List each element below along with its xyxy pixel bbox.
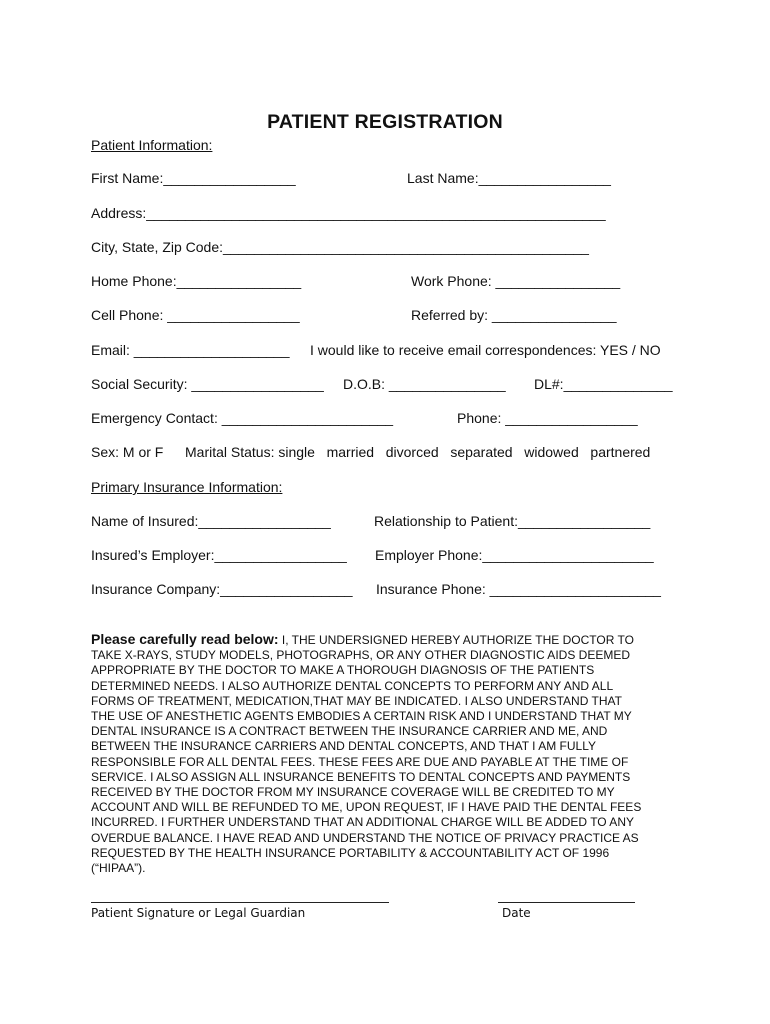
authorization-paragraph	[91, 632, 691, 876]
authorization-line: FORMS OF TREATMENT, MEDICATION,THAT MAY BE INDICATED. I ALSO UNDERSTAND THAT	[91, 693, 622, 708]
authorization-line: BETWEEN THE INSURANCE CARRIERS AND DENTAL CONCEPTS, AND THAT I AM FULLY	[91, 739, 596, 754]
first-name-field[interactable]: First Name:_________________	[91, 170, 296, 186]
referred-by-field[interactable]: Referred by: ________________	[411, 307, 617, 323]
last-name-field[interactable]: Last Name:_________________	[407, 170, 611, 186]
authorization-line: DENTAL INSURANCE IS A CONTRACT BETWEEN THE INSURANCE CARRIER AND ME, AND	[91, 724, 608, 739]
page-title: PATIENT REGISTRATION	[267, 111, 503, 133]
relationship-to-patient-field[interactable]: Relationship to Patient:_________________	[374, 513, 651, 529]
authorization-line: Please carefully read below: I, THE UNDERSIGNED HEREBY AUTHORIZE THE DOCTOR TO	[91, 631, 634, 647]
home-phone-field[interactable]: Home Phone:________________	[91, 273, 302, 289]
patient-information-heading: Patient Information:	[91, 137, 213, 153]
sex-selection[interactable]: Sex: M or F	[91, 444, 164, 460]
authorization-line: (“HIPAA”).	[91, 861, 146, 876]
authorization-line: APPROPRIATE BY THE DOCTOR TO MAKE A THOROUGH DIAGNOSIS OF THE PATIENTS	[91, 663, 595, 678]
dob-field[interactable]: D.O.B: _______________	[343, 376, 506, 392]
authorization-line: TAKE X-RAYS, STUDY MODELS, PHOTOGRAPHS, OR ANY OTHER DIAGNOSTIC AIDS DEEMED	[91, 648, 630, 663]
authorization-lead: Please carefully read below:	[91, 631, 279, 647]
primary-insurance-heading: Primary Insurance Information:	[91, 479, 283, 495]
cell-phone-field[interactable]: Cell Phone: _________________	[91, 307, 300, 323]
signature-line[interactable]	[91, 902, 389, 903]
authorization-line: SERVICE. I ALSO ASSIGN ALL INSURANCE BENEFITS TO DENTAL CONCEPTS AND PAYMENTS	[91, 769, 631, 784]
address-field[interactable]: Address:___________________________________________________________	[91, 205, 606, 221]
employer-phone-field[interactable]: Employer Phone:______________________	[375, 547, 654, 563]
authorization-line: INCURRED. I FURTHER UNDERSTAND THAT AN ADDITIONAL CHARGE WILL BE ADDED TO ANY	[91, 815, 634, 830]
email-field[interactable]: Email: ____________________	[91, 342, 290, 358]
date-line[interactable]	[498, 902, 635, 903]
social-security-field[interactable]: Social Security: _________________	[91, 376, 324, 392]
insurance-company-field[interactable]: Insurance Company:_________________	[91, 581, 353, 597]
city-state-zip-field[interactable]: City, State, Zip Code:_______________________________________________	[91, 239, 589, 255]
authorization-line: OVERDUE BALANCE. I HAVE READ AND UNDERSTAND THE NOTICE OF PRIVACY PRACTICE AS	[91, 830, 639, 845]
drivers-license-field[interactable]: DL#:______________	[534, 376, 673, 392]
emergency-contact-field[interactable]: Emergency Contact: ______________________	[91, 410, 394, 426]
authorization-line: ACCOUNT AND WILL BE REFUNDED TO ME, UPON REQUEST, IF I HAVE PAID THE DENTAL FEES	[91, 800, 642, 815]
signature-label: Patient Signature or Legal Guardian	[91, 906, 306, 920]
email-preference[interactable]: I would like to receive email correspondences: YES / NO	[310, 342, 661, 358]
insurance-phone-field[interactable]: Insurance Phone: ______________________	[376, 581, 661, 597]
insured-employer-field[interactable]: Insured’s Employer:_________________	[91, 547, 347, 563]
authorization-line: REQUESTED BY THE HEALTH INSURANCE PORTABILITY & ACCOUNTABILITY ACT OF 1996	[91, 845, 610, 860]
name-of-insured-field[interactable]: Name of Insured:_________________	[91, 513, 331, 529]
authorization-line: RECEIVED BY THE DOCTOR FROM MY INSURANCE COVERAGE WILL BE CREDITED TO MY	[91, 785, 615, 800]
work-phone-field[interactable]: Work Phone: ________________	[411, 273, 621, 289]
marital-status-selection[interactable]: Marital Status: single married divorced separated widowed partnered	[185, 444, 651, 460]
emergency-phone-field[interactable]: Phone: _________________	[457, 410, 638, 426]
authorization-line: DETERMINED NEEDS. I ALSO AUTHORIZE DENTAL CONCEPTS TO PERFORM ANY AND ALL	[91, 678, 614, 693]
authorization-line: RESPONSIBLE FOR ALL DENTAL FEES. THESE FEES ARE DUE AND PAYABLE AT THE TIME OF	[91, 754, 629, 769]
authorization-line: THE USE OF ANESTHETIC AGENTS EMBODIES A CERTAIN RISK AND I UNDERSTAND THAT MY	[91, 709, 632, 724]
date-label: Date	[502, 906, 531, 920]
